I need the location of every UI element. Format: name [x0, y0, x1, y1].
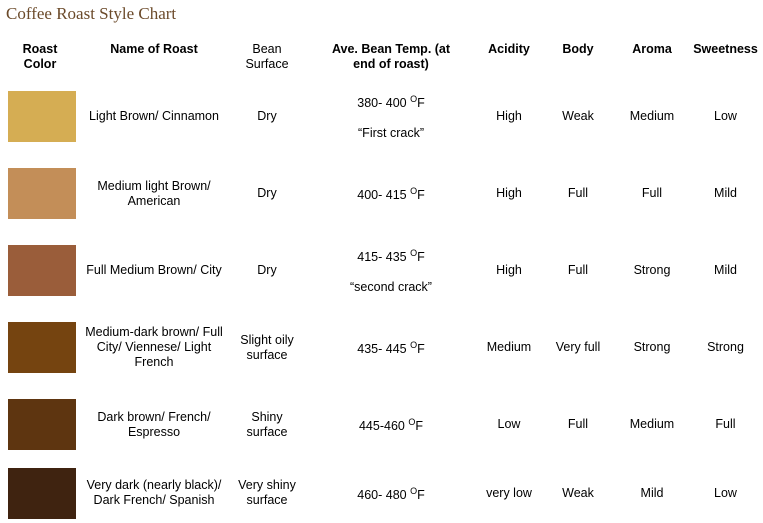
roast-color-cell — [2, 386, 78, 463]
header-acidity: Acidity — [488, 42, 530, 56]
body-value: Very full — [555, 340, 601, 354]
bean-surface: Dry — [257, 109, 277, 123]
body-value: Full — [567, 186, 589, 200]
sweetness-value: Full — [715, 417, 736, 431]
header-row — [2, 42, 763, 78]
roast-name: Light Brown/ Cinnamon — [89, 109, 219, 123]
bean-temp: 445-460 $^O$F — [358, 417, 423, 433]
bean-surface: Very shiny surface — [238, 478, 296, 507]
sweetness-value: Strong — [707, 340, 744, 354]
body-value: Full — [567, 417, 589, 431]
sweetness-value: Mild — [714, 186, 737, 200]
aroma-value: Full — [641, 186, 663, 200]
degree-symbol: O — [410, 94, 418, 104]
crack-note: “First crack” — [358, 126, 424, 140]
header-aroma: Aroma — [632, 42, 672, 56]
table-row — [2, 386, 763, 463]
header-name: Name of Roast — [110, 42, 198, 56]
bean-temp: 435- 445 $^O$F — [357, 340, 425, 356]
roast-table — [2, 42, 763, 523]
degree-symbol: O — [410, 186, 418, 196]
page-title: Coffee Roast Style Chart — [6, 4, 177, 23]
header-roast-color: Roast Color — [22, 42, 58, 71]
table-row — [2, 309, 763, 386]
bean-surface: Shiny surface — [246, 409, 288, 439]
degree-unit: F — [415, 419, 423, 433]
degree-unit: F — [417, 250, 425, 264]
table-row — [2, 232, 763, 309]
aroma-value: Strong — [633, 340, 671, 354]
acidity-value: High — [496, 109, 522, 123]
degree-unit: F — [417, 96, 425, 110]
acidity-value: very low — [486, 485, 532, 500]
header-surface: Bean Surface — [245, 42, 289, 71]
header-temp: Ave. Bean Temp. (at end of roast) — [331, 42, 451, 71]
roast-color-cell — [2, 463, 78, 523]
roast-color-cell — [2, 309, 78, 386]
bean-temp: 460- 480 $^O$F — [357, 485, 425, 502]
roast-color-cell — [2, 155, 78, 232]
sweetness-value: Low — [714, 109, 737, 123]
roast-name: Full Medium Brown/ City — [86, 263, 222, 277]
bean-temp: 400- 415 $^O$F — [357, 186, 425, 202]
roast-color-swatch — [8, 245, 76, 296]
aroma-value: Strong — [633, 263, 671, 277]
roast-color-swatch — [8, 322, 76, 373]
header-body: Body — [562, 42, 594, 56]
sweetness-value: Low — [714, 485, 737, 500]
aroma-value: Medium — [629, 109, 675, 123]
degree-symbol: O — [410, 340, 418, 350]
acidity-value: Low — [497, 417, 521, 431]
table-row — [2, 78, 763, 155]
degree-symbol: O — [408, 417, 416, 427]
aroma-value: Mild — [640, 485, 664, 500]
roast-name: Very dark (nearly black)/ Dark French/ Spanish — [86, 478, 222, 507]
roast-color-cell — [2, 232, 78, 309]
bean-surface: Dry — [257, 186, 277, 200]
degree-unit: F — [417, 487, 425, 502]
bean-surface: Slight oily surface — [240, 332, 294, 362]
crack-note: “second crack” — [350, 280, 432, 294]
degree-unit: F — [417, 342, 425, 356]
bean-temp: 415- 435 $^O$F “second crack” — [304, 232, 478, 309]
header-sweetness: Sweetness — [693, 42, 758, 56]
roast-color-swatch — [8, 399, 76, 450]
acidity-value: High — [496, 263, 522, 277]
body-value: Weak — [562, 485, 594, 500]
table-row — [2, 155, 763, 232]
bean-temp: 380- 400 $^O$F “First crack” — [304, 78, 478, 155]
degree-symbol: O — [410, 248, 418, 258]
degree-symbol: O — [410, 485, 418, 496]
aroma-value: Medium — [629, 417, 675, 431]
roast-color-swatch — [8, 468, 76, 519]
roast-name: Medium light Brown/ American — [97, 178, 211, 208]
body-value: Weak — [562, 109, 594, 123]
table-row — [2, 463, 763, 523]
roast-color-swatch — [8, 91, 76, 142]
sweetness-value: Mild — [714, 263, 737, 277]
acidity-value: Medium — [486, 340, 532, 354]
degree-unit: F — [417, 188, 425, 202]
roast-color-cell — [2, 78, 78, 155]
roast-color-swatch — [8, 168, 76, 219]
roast-name: Dark brown/ French/ Espresso — [97, 409, 211, 439]
body-value: Full — [567, 263, 589, 277]
acidity-value: High — [496, 186, 522, 200]
roast-name: Medium-dark brown/ Full City/ Viennese/ Light French — [85, 325, 223, 369]
bean-surface: Dry — [257, 263, 277, 277]
